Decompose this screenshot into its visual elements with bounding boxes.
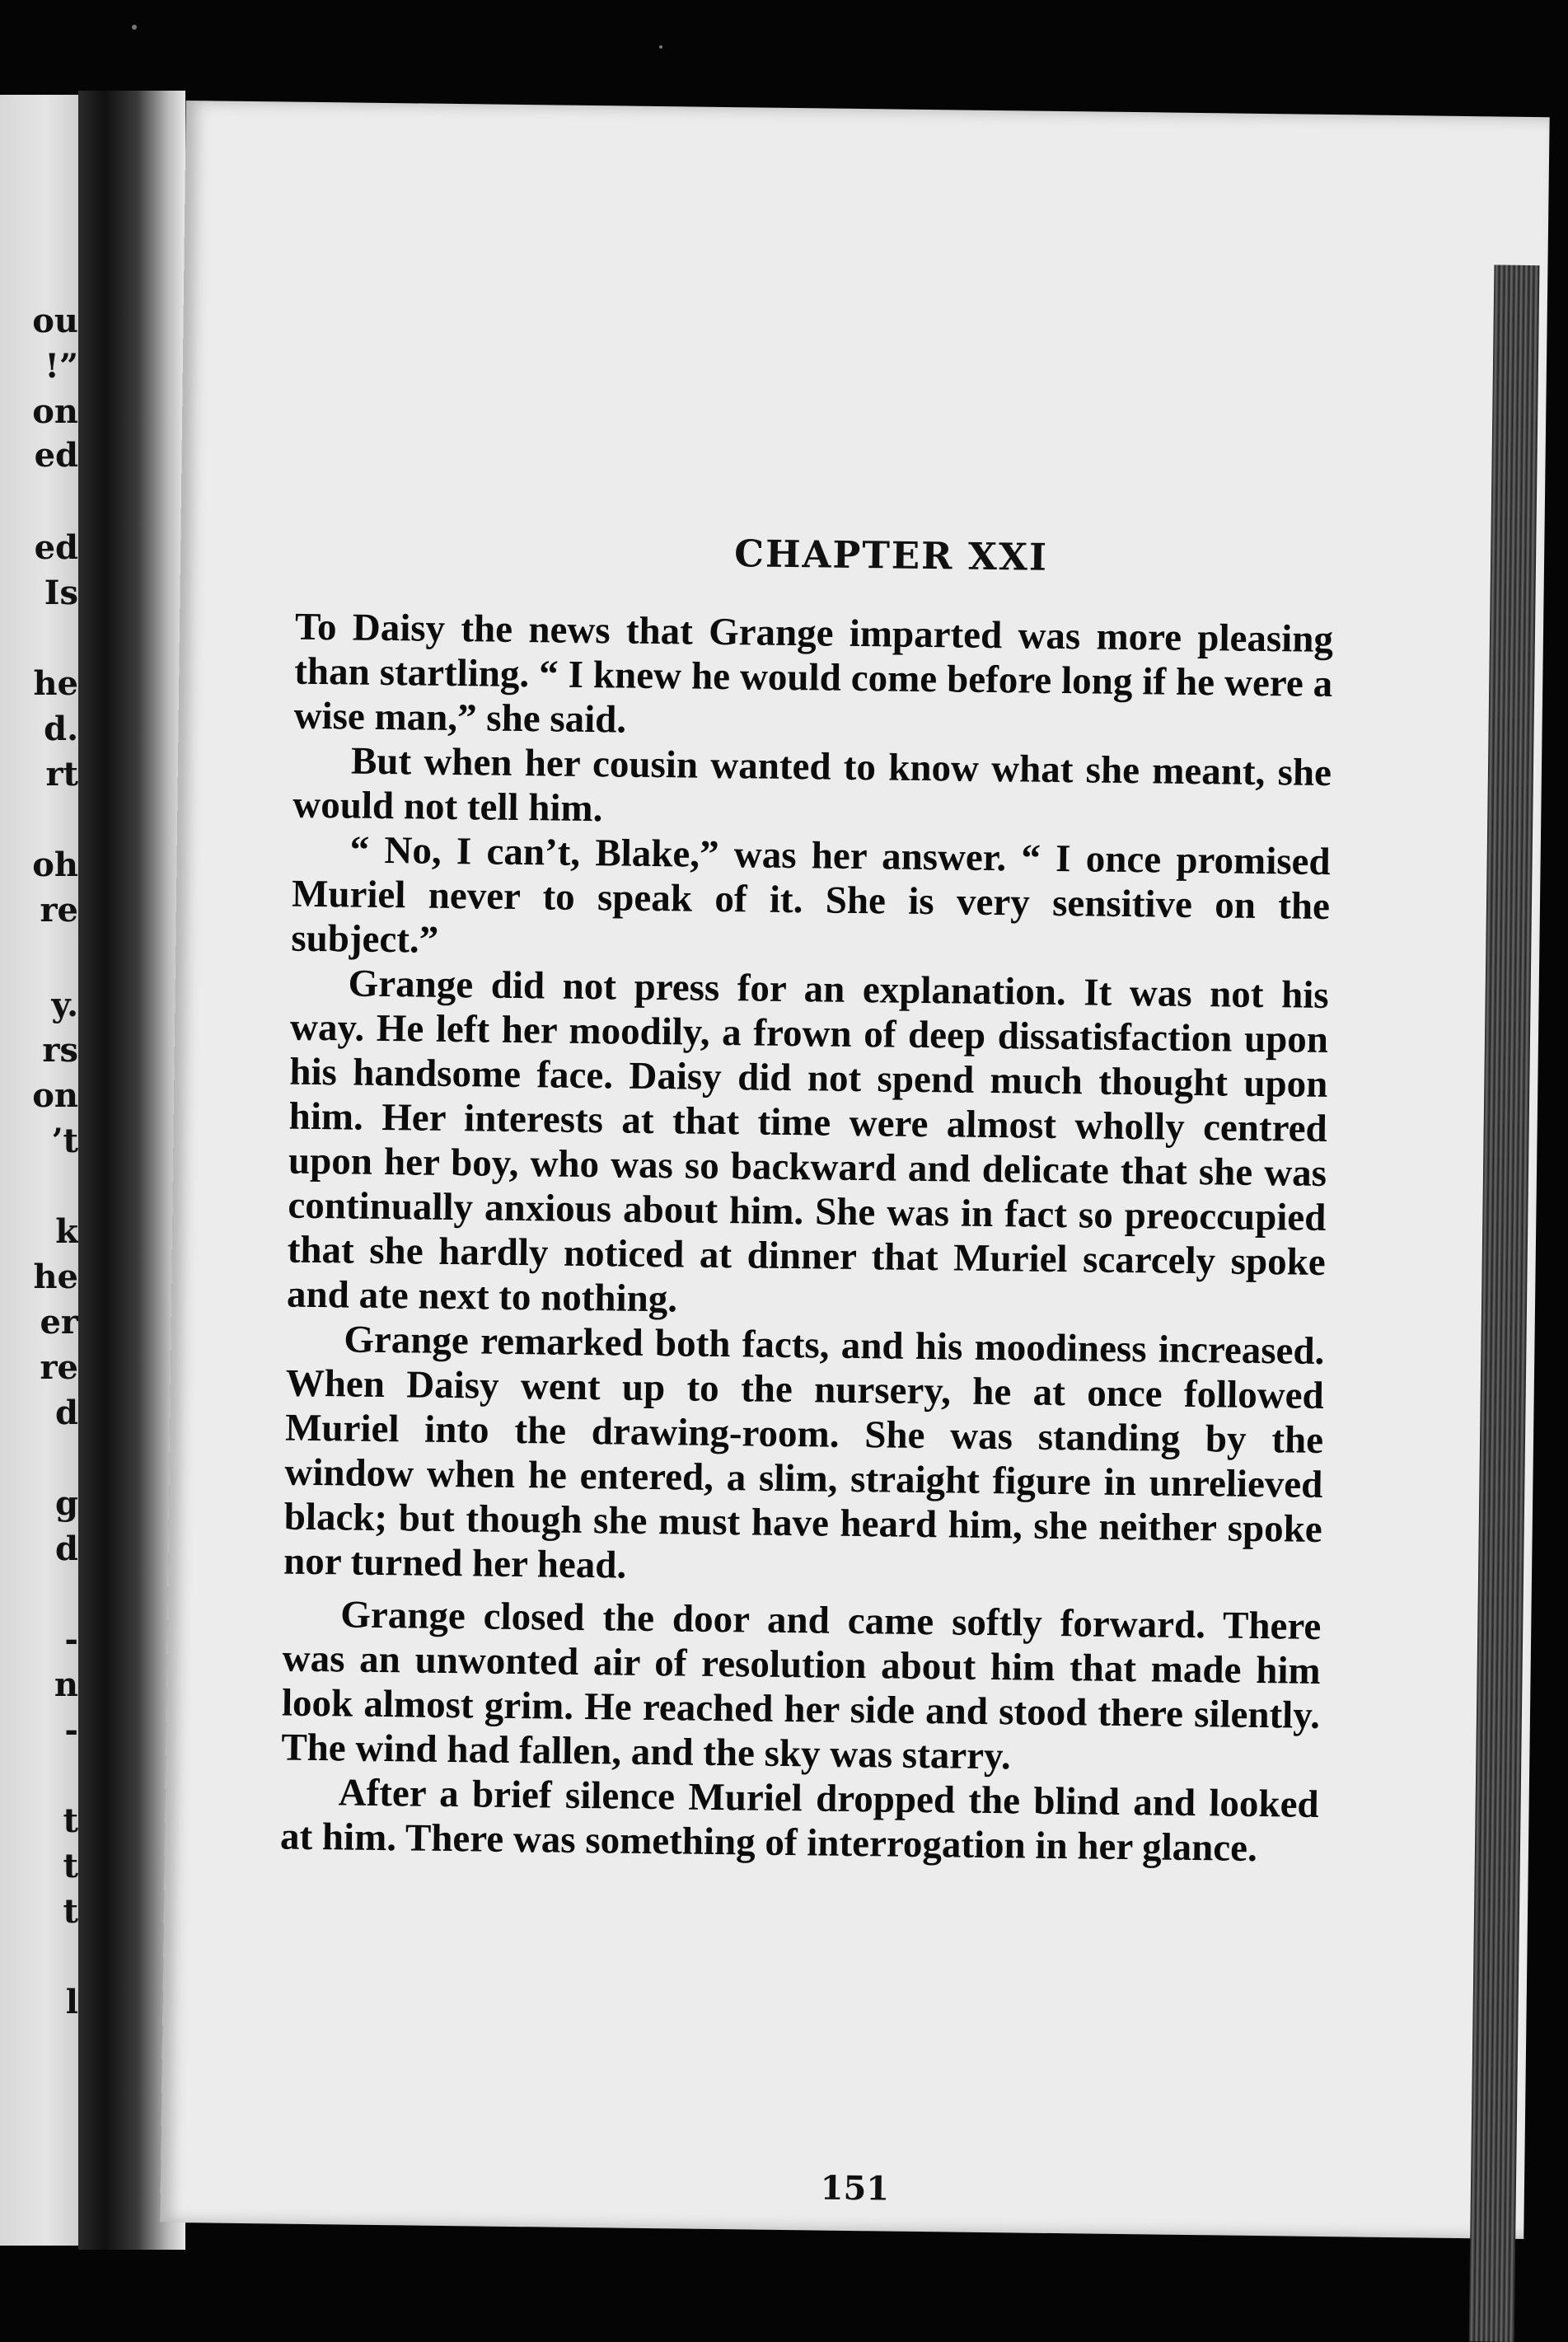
left-page-text: - xyxy=(64,1711,78,1749)
left-page-text: g xyxy=(55,1484,78,1523)
paragraph: Grange did not press for an explanation. It was not his way. He left her moodily, a frown of deep dissatisfaction upon his handsome face. Daisy did not spend much thought upon him. Her interests at that time were almost wholly centred upon her boy, who was so backward and delicate that she was continually anxious about him. She was in fact so preoccupied that she hardly noticed at dinner that Muriel scarcely spoke and ate next to nothing. xyxy=(286,962,1329,1321)
left-page-text: he xyxy=(33,1258,78,1296)
left-page-text: t xyxy=(63,1801,78,1840)
left-page-text: n xyxy=(54,1665,78,1704)
left-page-text: he xyxy=(33,664,78,703)
left-page-fragment xyxy=(0,95,78,2246)
left-page-text: !” xyxy=(44,347,78,386)
left-page-text: Is xyxy=(44,574,78,612)
chapter-body xyxy=(280,605,1334,1871)
left-page-text: er xyxy=(40,1303,78,1342)
book-page xyxy=(160,101,1549,2239)
chapter-title: CHAPTER XXI xyxy=(733,532,1049,579)
left-page-text: rt xyxy=(45,755,78,794)
paragraph: But when her cousin wanted to know what she meant, she would not tell him. xyxy=(293,739,1332,831)
left-page-text: t xyxy=(63,1892,78,1931)
left-page-text: re xyxy=(40,1348,78,1387)
paragraph: Grange closed the door and came softly forward. There was an unwonted air of resolution about him that made him look almost grim. He reached her side and stood there silently. The wind had fallen, and the sky was starry. xyxy=(281,1593,1322,1778)
left-page-text: oh xyxy=(32,845,78,884)
paragraph: “ No, I can’t, Blake,” was her answer. “ I once promised Muriel never to speak of it. She is very sensitive on the subject.” xyxy=(291,828,1331,962)
left-page-text: k xyxy=(55,1212,78,1251)
left-page-text: ’t xyxy=(51,1122,78,1160)
left-page-text: y. xyxy=(51,986,78,1024)
paragraph: After a brief silence Muriel dropped the blind and looked at him. There was something of interrogation in her glance. xyxy=(279,1771,1319,1871)
page-number: 151 xyxy=(820,2168,890,2209)
left-page-text: d xyxy=(55,1393,78,1432)
left-page-text: ed xyxy=(34,436,78,475)
left-page-text: d xyxy=(55,1529,78,1568)
paragraph: Grange remarked both facts, and his moodiness increased. When Daisy went up to the nursery, he at once followed Muriel into the drawing-room. She was standing by the window when he entered, a slim, straight figure in unrelieved black; but though she must have heard him, she neither spoke nor turned her head. xyxy=(283,1318,1325,1587)
left-page-text: rs xyxy=(42,1031,78,1070)
left-page-text: ed xyxy=(34,528,78,567)
left-page-text: t xyxy=(63,1847,78,1885)
left-page-text: ou xyxy=(32,302,78,340)
left-page-text: on xyxy=(32,392,78,431)
left-page-text: - xyxy=(64,1620,78,1659)
paragraph: To Daisy the news that Grange imparted was more pleasing than startling. “ I knew he would come before long if he were a wise man,” she said. xyxy=(293,605,1334,742)
left-page-text: on xyxy=(32,1076,78,1115)
left-page-text: l xyxy=(65,1983,78,2021)
scan-speck xyxy=(132,25,137,30)
scan-speck xyxy=(659,45,662,49)
left-page-text: d. xyxy=(44,710,78,748)
left-page-text: re xyxy=(40,891,78,930)
